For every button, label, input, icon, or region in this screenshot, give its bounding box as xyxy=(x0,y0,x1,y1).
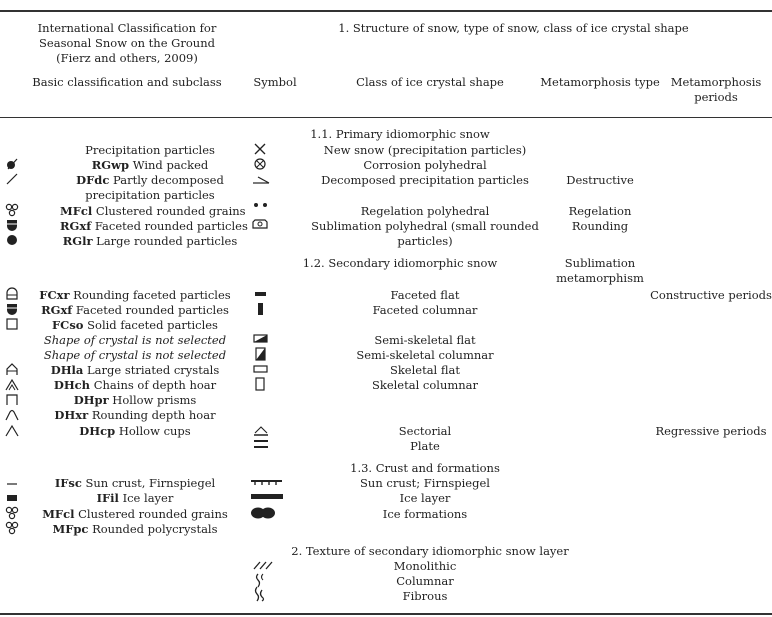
class-new-snow: New snow (precipitation particles) xyxy=(323,143,527,157)
code: DHcp xyxy=(79,424,116,438)
label-text: Shape of crystal is not selected xyxy=(43,333,227,347)
dhch-row xyxy=(30,378,240,392)
label-text: Ice layer xyxy=(118,491,174,505)
rounding-depth-hoar-icon xyxy=(5,408,19,422)
dhxr-row xyxy=(30,408,240,422)
sectorial-icon xyxy=(252,425,270,437)
code: IFsc xyxy=(54,476,82,490)
intl-title-line2: Seasonal Snow on the Ground xyxy=(39,36,215,50)
label-text: Partly decomposed xyxy=(109,173,224,187)
label-text: Solid faceted particles xyxy=(83,318,218,332)
class-fibrous: Fibrous xyxy=(402,589,448,603)
faceted-flat-icon xyxy=(254,290,268,298)
faceted-rounded-icon xyxy=(5,218,19,232)
label-text: Faceted rounded particles xyxy=(72,303,229,317)
code: FCso xyxy=(52,318,84,332)
col-header-basic: Basic classification and subclass xyxy=(32,75,222,89)
sublimation-polyhedral-icon xyxy=(251,219,269,230)
skeletal-flat-icon xyxy=(253,365,269,374)
class-sectorial: Sectorial xyxy=(398,424,452,438)
label-text: Rounding faceted particles xyxy=(69,288,231,302)
large-rounded-icon xyxy=(5,233,19,247)
label-text: Clustered rounded grains xyxy=(74,507,228,521)
class-skeletal-flat: Skeletal flat xyxy=(389,363,461,377)
dfdc-row xyxy=(60,173,240,187)
class-skeletal-columnar: Skeletal columnar xyxy=(371,378,479,392)
label-text: Chains of depth hoar xyxy=(90,378,217,392)
code: IFil xyxy=(96,491,119,505)
label-text: Large striated crystals xyxy=(83,363,220,377)
ifil-row xyxy=(30,491,240,505)
label-text: Sun crust, Firnspiegel xyxy=(81,476,216,490)
not-selected-row-1 xyxy=(30,333,240,347)
code: DHxr xyxy=(54,408,89,422)
col-header-metatype: Metamorphosis type xyxy=(540,75,660,89)
mfcl-row xyxy=(60,204,246,218)
mfcl-row-2 xyxy=(30,507,240,521)
code: RGxf xyxy=(60,219,92,233)
code: FCxr xyxy=(39,288,70,302)
intl-title-line3: (Fierz and others, 2009) xyxy=(56,51,198,65)
chains-depth-hoar-icon xyxy=(5,378,19,392)
ice-formations-icon xyxy=(250,506,276,520)
dhpr-row xyxy=(30,393,240,407)
regelation-dots-icon xyxy=(252,201,270,209)
class-semi-skeletal-columnar: Semi-skeletal columnar xyxy=(356,348,494,362)
class-ice-layer: Ice layer xyxy=(399,491,451,505)
meta-sublimation-2: metamorphism xyxy=(556,271,644,285)
bottom-rule xyxy=(0,613,772,615)
plate-icon xyxy=(252,439,270,451)
period-regressive: Regressive periods xyxy=(655,424,767,438)
decomposed-precip-icon xyxy=(252,175,270,185)
code: MFcl xyxy=(60,204,93,218)
sun-crust-icon xyxy=(250,479,284,489)
fibrous-icon xyxy=(254,586,268,602)
code: DHpr xyxy=(73,393,109,407)
class-columnar: Columnar xyxy=(396,574,454,588)
class-faceted-flat: Faceted flat xyxy=(390,288,460,302)
code: RGlr xyxy=(62,234,93,248)
class-sun-crust: Sun crust; Firnspiegel xyxy=(360,476,490,490)
code: DHla xyxy=(50,363,84,377)
dhcp-row xyxy=(30,424,240,438)
section-1-3-title: 1.3. Crust and formations xyxy=(350,461,500,475)
section-2-title: 2. Texture of secondary idiomorphic snow layer xyxy=(291,544,569,558)
ifsc-row xyxy=(30,476,240,490)
meta-regelation: Regelation xyxy=(568,204,632,218)
decomposed-slash-icon xyxy=(5,172,19,186)
code: MFcl xyxy=(42,507,75,521)
mfpc-row xyxy=(30,522,240,536)
semi-skeletal-columnar-icon xyxy=(255,347,267,361)
meta-rounding: Rounding xyxy=(571,219,629,233)
label-text: Wind packed xyxy=(129,158,209,172)
col-header-symbol: Symbol xyxy=(253,75,297,89)
class-corrosion: Corrosion polyhedral xyxy=(363,158,487,172)
section-1-1-title: 1.1. Primary idiomorphic snow xyxy=(310,127,490,141)
label-text: Hollow prisms xyxy=(108,393,197,407)
section-1-2-title: 1.2. Secondary idiomorphic snow xyxy=(302,256,498,270)
class-plate: Plate xyxy=(410,439,440,453)
wind-packed-icon xyxy=(5,157,19,171)
meta-sublimation: Sublimation xyxy=(564,256,636,270)
ice-layer-left-icon xyxy=(5,491,19,505)
fcso-row xyxy=(30,318,240,332)
class-ice-formations: Ice formations xyxy=(382,507,468,521)
rgwp-row xyxy=(60,158,240,172)
intl-title-line1: International Classification for xyxy=(37,21,217,35)
clustered-grains-icon xyxy=(5,203,19,217)
solid-faceted-icon xyxy=(5,317,19,331)
label-text: Rounded polycrystals xyxy=(88,522,218,536)
col-header-class: Class of ice crystal shape xyxy=(356,75,504,89)
top-rule xyxy=(0,10,772,12)
class-sublimation-2: particles) xyxy=(397,234,453,248)
rgxf-row xyxy=(60,219,248,233)
structure-title: 1. Structure of snow, type of snow, class of ice crystal shape xyxy=(338,21,689,35)
code: DFdc xyxy=(76,173,110,187)
new-snow-icon xyxy=(254,143,266,155)
meta-destructive: Destructive xyxy=(566,173,634,187)
not-selected-row-2 xyxy=(30,348,240,362)
header-rule xyxy=(0,117,772,118)
code: MFpc xyxy=(52,522,89,536)
label-text: Large rounded particles xyxy=(92,234,238,248)
label-text: precipitation particles xyxy=(85,188,215,202)
class-sublimation: Sublimation polyhedral (small rounded xyxy=(311,219,539,233)
rgxf-row-2 xyxy=(30,303,240,317)
semi-skeletal-flat-icon xyxy=(253,334,269,344)
label-text: Precipitation particles xyxy=(85,143,215,157)
label-text: Hollow cups xyxy=(115,424,191,438)
fcxr-row xyxy=(30,288,240,302)
class-semi-skeletal-flat: Semi-skeletal flat xyxy=(374,333,476,347)
corrosion-polyhedral-icon xyxy=(254,158,266,170)
label-text: Shape of crystal is not selected xyxy=(43,348,227,362)
dfdc-row-2 xyxy=(60,188,240,202)
col-header-metaperiods-2: periods xyxy=(694,90,738,104)
code: DHch xyxy=(53,378,91,392)
code: RGwp xyxy=(91,158,130,172)
label-text: Clustered rounded grains xyxy=(92,204,246,218)
hollow-cups-icon xyxy=(5,424,19,438)
code: RGxf xyxy=(41,303,73,317)
faceted-rounded-icon-2 xyxy=(5,302,19,316)
monolithic-icon xyxy=(252,559,274,571)
class-decomposed: Decomposed precipitation particles xyxy=(321,173,529,187)
period-constructive: Constructive periods xyxy=(650,288,772,302)
rounded-polycrystals-icon xyxy=(5,521,19,535)
col-header-metaperiods: Metamorphosis xyxy=(670,75,762,89)
skeletal-columnar-icon xyxy=(255,377,267,391)
large-striated-icon xyxy=(5,363,19,377)
class-faceted-columnar: Faceted columnar xyxy=(372,303,478,317)
class-monolithic: Monolithic xyxy=(393,559,457,573)
hollow-prisms-icon xyxy=(5,393,19,407)
label-text: Faceted rounded particles xyxy=(91,219,248,233)
sun-crust-left-icon xyxy=(5,476,19,490)
label-text: Rounding depth hoar xyxy=(88,408,216,422)
precip-particles-label xyxy=(60,143,240,157)
dhla-row xyxy=(30,363,240,377)
ice-layer-icon xyxy=(250,493,284,501)
class-regelation: Regelation polyhedral xyxy=(360,204,490,218)
rglr-row xyxy=(60,234,240,248)
rounding-faceted-icon xyxy=(5,287,19,301)
faceted-columnar-icon xyxy=(256,302,266,316)
clustered-grains-icon-2 xyxy=(5,506,19,520)
